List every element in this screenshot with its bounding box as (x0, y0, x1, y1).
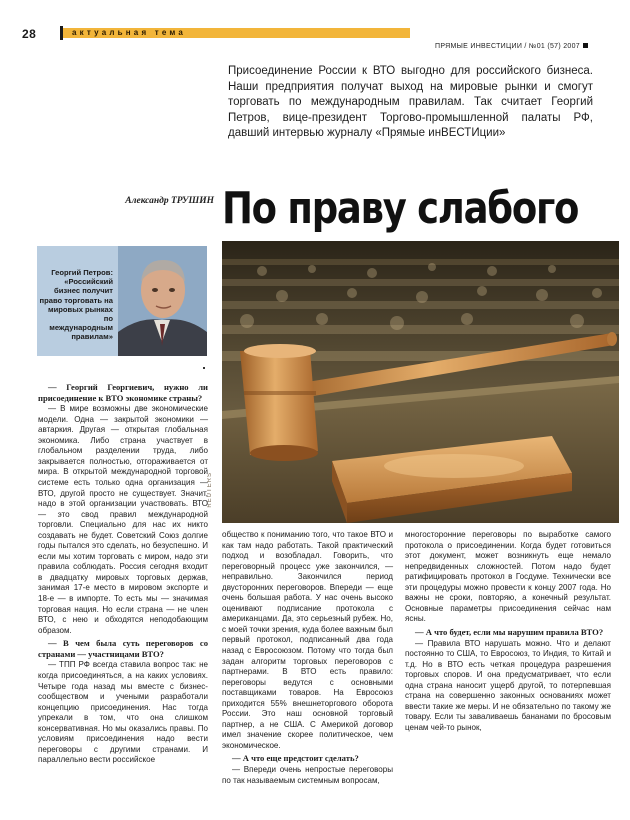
interview-question: — Георгий Георгиевич, нужно ли присоединение к ВТО экономике страны? (38, 382, 208, 403)
gavel-photo (222, 241, 619, 523)
interview-answer: многосторонние переговоры по выработке самого протокола о присоединении. Когда будет готовиться этот документ, может возникнуть еще немало непредвиденных сложностей. Потом надо будет ратифицировать протокол в Госдуме. Технически все эти процедуры можно провести к концу 2007 года. Но важны не сроки, повторяю, а конечный результат. Основные параметры присоединения сейчас нам ясны. (405, 530, 611, 624)
article-column-2 (222, 530, 393, 786)
photo-credit: REUTERS (207, 472, 213, 508)
interview-answer: — Правила ВТО нарушать можно. Что и делают постоянно то США, то Евросоюз, то Индия, то Китай и т.д. Но в ВТО есть четкая процедура разрешения торговых споров. И она предусматривает, что если одна страна наносит ущерб другой, то потерпевшая страна на совершенно законных основаниях может ввести такие же меры. И не обязательно по такому же товару. Если ты заваливаешь бананами по бросовым ценам чей-то рынок, (405, 638, 611, 732)
interview-question: — А что еще предстоит сделать? (232, 753, 359, 764)
page-number: 28 (22, 27, 37, 41)
interview-question: — А что будет, если мы нарушим правила ВТО? (415, 626, 604, 637)
interview-answer: — Впереди очень непростые переговоры по так называемым системным вопросам, (222, 765, 393, 785)
lead-paragraph: Присоединение России к ВТО выгодно для российского бизнеса. Наши предприятия получат выход на мировые рынки и смогут торговать по международным правилам. Так считает Георгий Петров, вице-президент Торгово-промышленной палаты РФ, давший интервью журналу «Прямые инВЕСТИции» (228, 65, 593, 140)
square-marker-icon (583, 43, 588, 48)
article-column-1 (38, 380, 208, 766)
interview-question: — В чем была суть переговоров со странами — участницами ВТО? (38, 638, 208, 659)
author-byline: Александр ТРУШИН (125, 196, 214, 206)
section-header-tick (60, 26, 63, 40)
section-label: актуальная тема (72, 28, 187, 37)
portrait-caption: Георгий Петров: «Российский бизнес получит право торговать на мировых рынках по международным правилам» (39, 268, 113, 342)
portrait-photo (118, 246, 207, 356)
man-portrait-illustration (118, 246, 207, 356)
gavel-illustration (222, 241, 619, 523)
interview-answer: общество к пониманию того, что такое ВТО и как там надо работать. Такой практический подход и возобладал. Говорить, что переговорный процесс уже закончился, — неправильно. Закончился период двусторонних переговоров. Впереди — еще очень большая работа. У нас очень высоко оценивают подписание протокола с американцами. Да, это серьезный рубеж. Но, с моей точки зрения, куда более важным был первый протокол, подписанный два года назад с Евросоюзом. Потому что тогда был задан алгоритм торговых переговоров с партнерами. В ВТО есть правило: переговоры ведутся с основными поставщиками товаров. На Евросоюз приходится 55% внешнеторгового оборота России. Это наш основной торговый партнер, а не США. С Америкой договор имел значение скорее политическое, чем экономическое. (222, 530, 393, 750)
magazine-info (435, 43, 588, 50)
dot-mark (203, 367, 205, 369)
interview-answer: — ТПП РФ всегда ставила вопрос так: не когда присоединяться, а на каких условиях. Четыре года назад мы вместе с бизнес-сообществом и учеными разработали концепцию присоединения. Нас тогда упрекали в том, что она слишком консервативная. Но мы оказались правы. По условиям присоединения надо вести переговоры с другими странами. И параллельно вести российское (38, 660, 208, 765)
magazine-issue: ПРЯМЫЕ ИНВЕСТИЦИИ / №01 (57) 2007 (435, 43, 580, 50)
article-title: По праву слабого (222, 183, 579, 234)
interview-answer: — В мире возможны две экономические модели. Одна — закрытой экономики — автаркия. Другая — открытая глобальная экономика. Либо страна участвует в глобальном разделении труда, либо закрывается полностью, отгораживается от мира. В открытой международной торговой системе есть только одна организация — ВТО, другой просто не существует. Значит, надо в этой организации участвовать. ВТО — это свод правил международной торговли. Специально для нас их никто создавать не будет. Советский Союз долгие годы пытался это сделать, но безуспешно. И если мы хотим торговать с миром, надо эти правила соблюдать. Россия сегодня входит в двадцатку мировых торговых держав, занимая 17-е место в мировом экспорте и 18-е — в импорте. То есть мы — значимая торговая нация. Но если страна — не член ВТО, с нею и обходятся неподобающим образом. (38, 404, 208, 635)
article-column-3 (405, 530, 611, 733)
